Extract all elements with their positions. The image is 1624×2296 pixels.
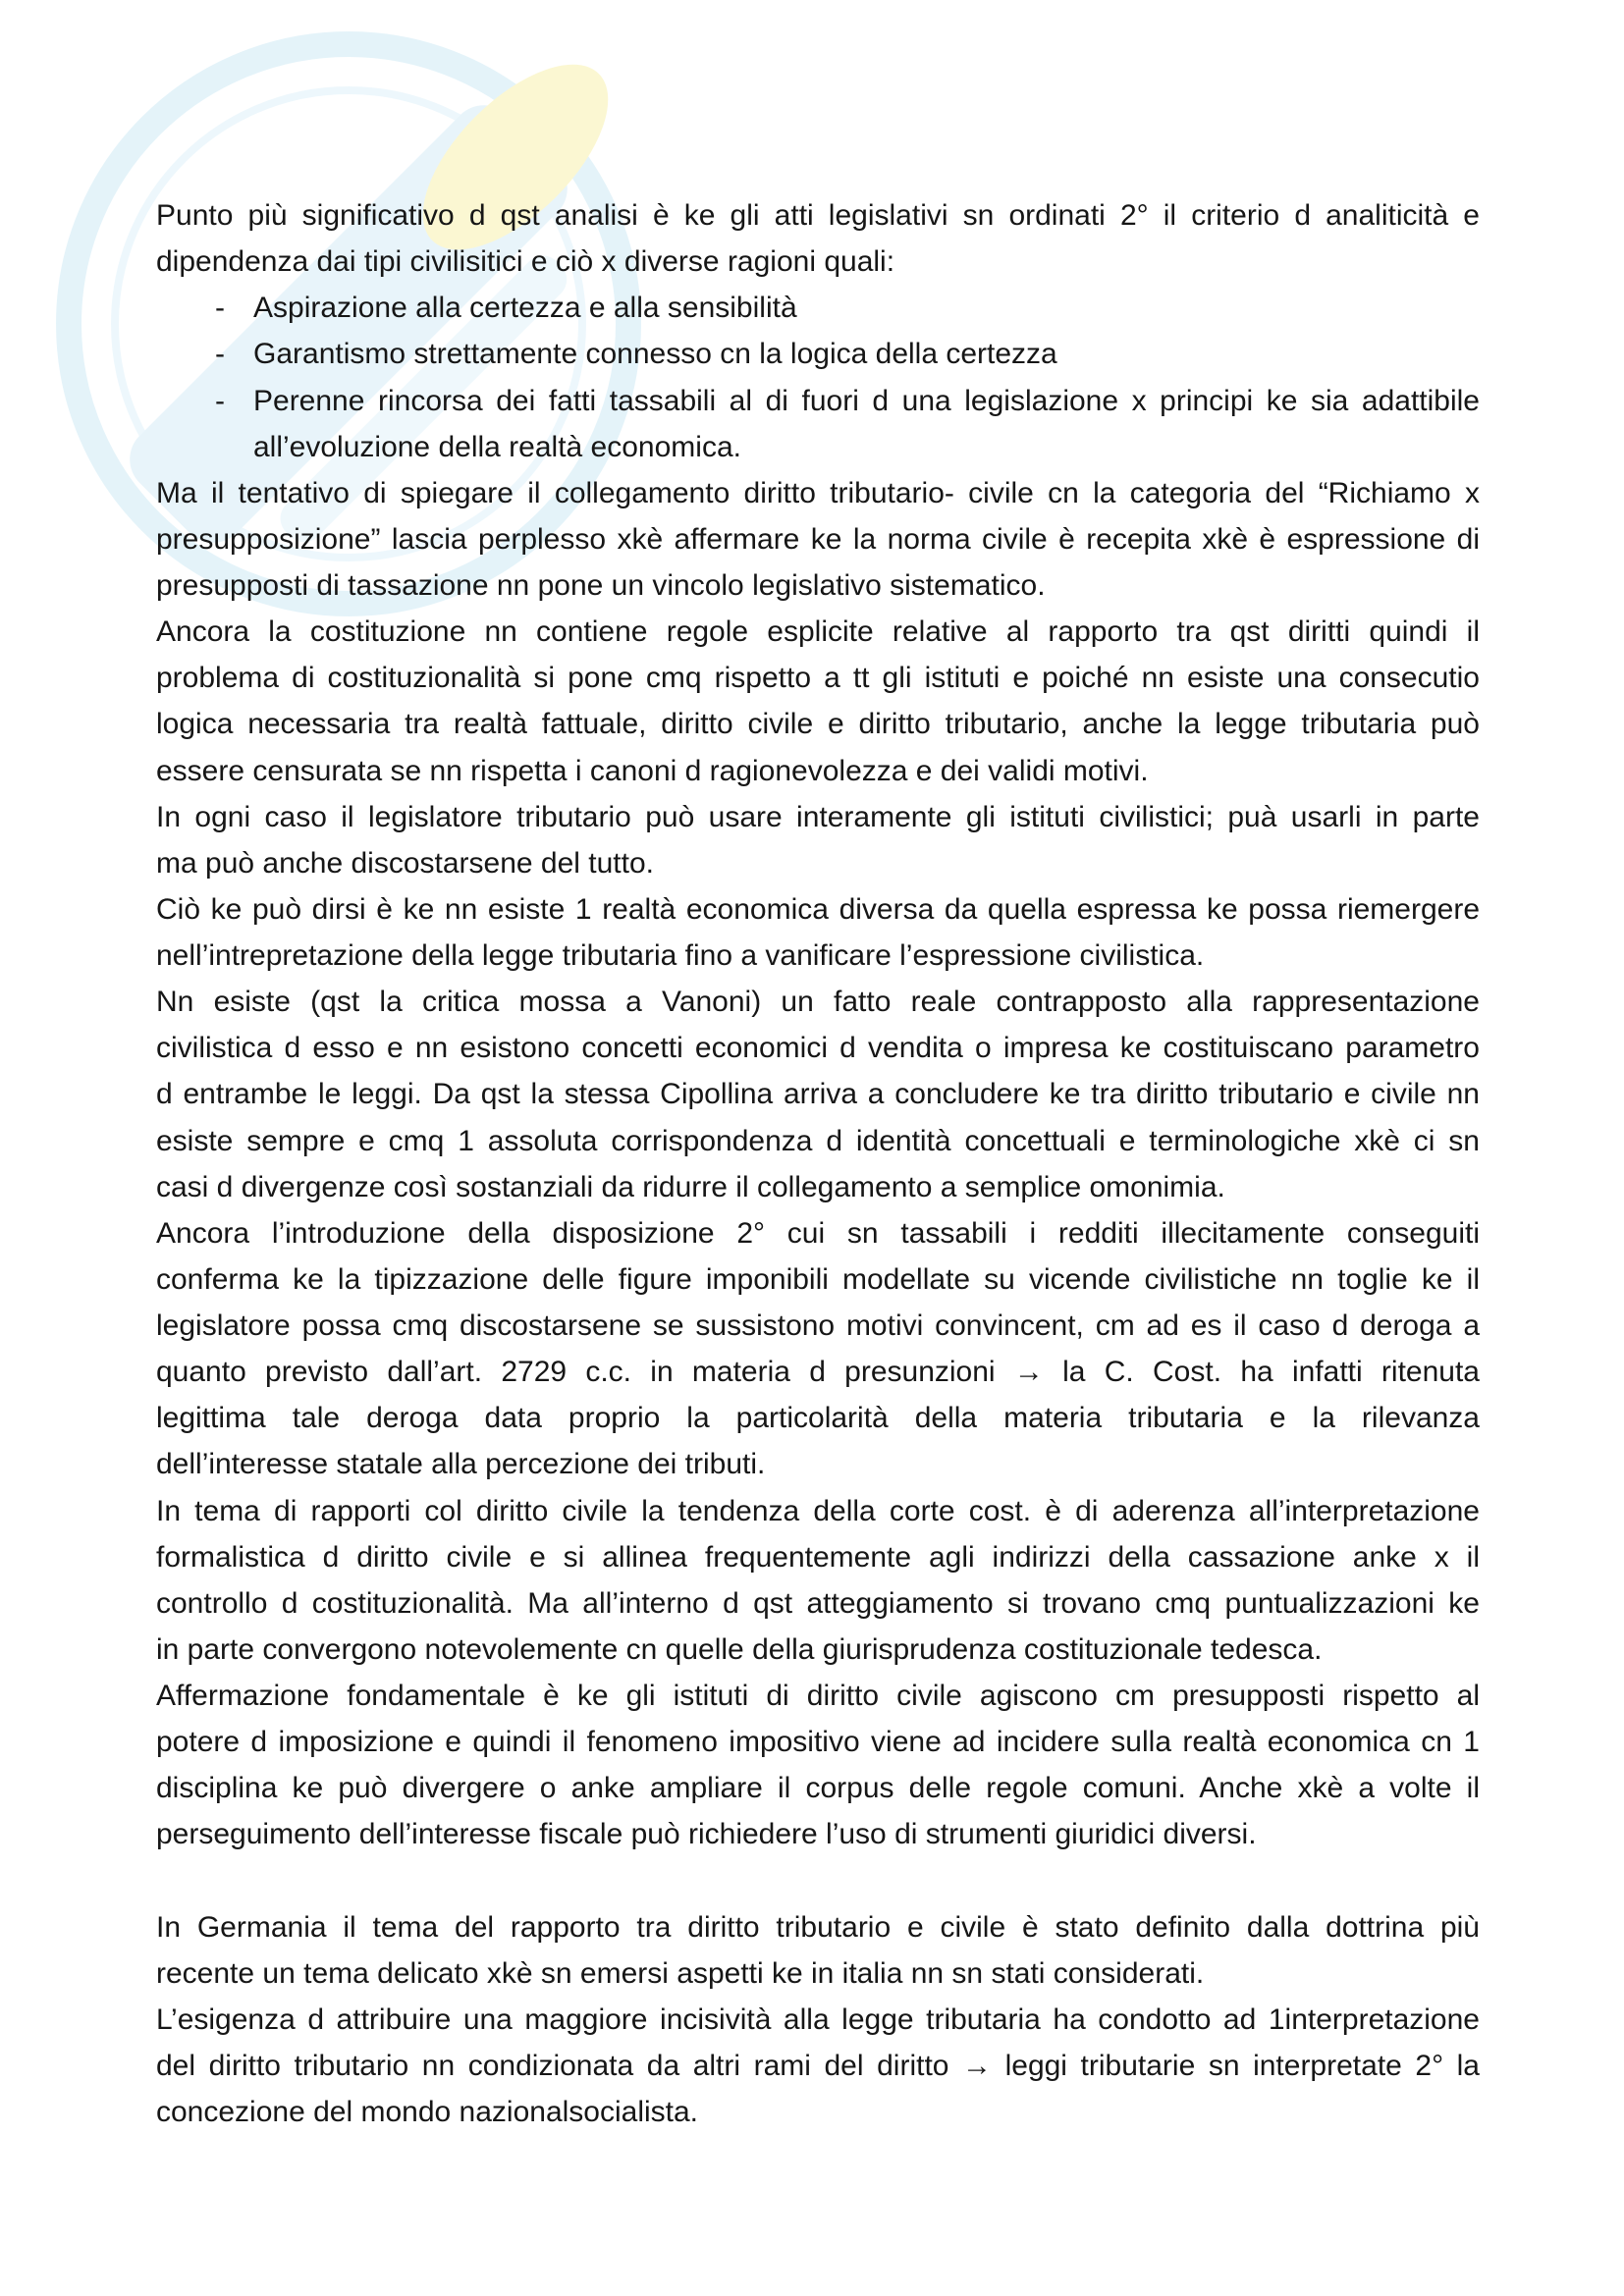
document-body	[156, 192, 1480, 2135]
text-line: legittima tale deroga data proprio la particolarità della materia tributaria e la rilevanza	[156, 1402, 1480, 1435]
paragraph	[156, 1673, 1480, 1858]
text-line: d entrambe le leggi. Da qst la stessa Cipollina arriva a concludere ke tra diritto tributario e civile nn	[156, 1078, 1480, 1111]
text-line: presupposizione” lascia perplesso xkè affermare ke la norma civile è recepita xkè è espressione di	[156, 522, 1480, 556]
text-line: In ogni caso il legislatore tributario può usare interamente gli istituti civilistici; puà usarli in parte	[156, 800, 1480, 833]
text-line: esiste sempre e cmq 1 assoluta corrispondenza d identità concettuali e terminologiche xkè ci sn	[156, 1124, 1480, 1157]
text-line: nell’intrepretazione della legge tributaria fino a vanificare l’espressione civilistica.	[156, 939, 1205, 972]
text-line: casi d divergenze così sostanziali da ridurre il collegamento a semplice omonimia.	[156, 1170, 1225, 1203]
text-line: ma può anche discostarsene del tutto.	[156, 846, 654, 880]
text-line: presupposti di tassazione nn pone un vincolo legislativo sistematico.	[156, 569, 1046, 602]
paragraph	[156, 886, 1480, 979]
bullet-dash: -	[215, 338, 225, 371]
text-line: controllo d costituzionalità. Ma all’interno d qst atteggiamento si trovano cmq puntualizzazioni ke	[156, 1586, 1480, 1620]
bullet-item	[156, 378, 1480, 470]
text-line: conferma ke la tipizzazione delle figure imponibili modellate su vicende civilistiche nn toglie ke il	[156, 1262, 1480, 1296]
text-line: essere censurata se nn rispetta i canoni d ragionevolezza e dei validi motivi.	[156, 754, 1149, 787]
bullet-item	[156, 331, 1480, 377]
text-line: problema di costituzionalità si pone cmq rispetto a tt gli istituti e poiché nn esiste una consecutio	[156, 662, 1480, 695]
paragraph	[156, 1488, 1480, 1674]
blank-line	[156, 1858, 1480, 1904]
text-line: In tema di rapporti col diritto civile la tendenza della corte cost. è di aderenza all’interpretazione	[156, 1494, 1480, 1527]
paragraph	[156, 1904, 1480, 1997]
text-line: perseguimento dell’interesse fiscale può richiedere l’uso di strumenti giuridici diversi.	[156, 1818, 1257, 1851]
text-line: quanto previsto dall’art. 2729 c.c. in materia d presunzioni → la C. Cost. ha infatti ritenuta	[156, 1356, 1480, 1389]
text-line: in parte convergono notevolemente cn quelle della giurisprudenza costituzionale tedesca.	[156, 1632, 1323, 1666]
paragraph	[156, 609, 1480, 794]
text-line: all’evoluzione della realtà economica.	[253, 430, 741, 463]
text-line: legislatore possa cmq discostarsene se sussistono motivi convincent, cm ad es il caso d deroga a	[156, 1309, 1480, 1342]
paragraph	[156, 470, 1480, 609]
paragraph	[156, 1210, 1480, 1488]
text-line: logica necessaria tra realtà fattuale, diritto civile e diritto tributario, anche la legge tributaria può	[156, 708, 1480, 741]
bullet-list	[156, 285, 1480, 470]
text-line: del diritto tributario nn condizionata da altri rami del diritto → leggi tributarie sn interpretate 2° la	[156, 2049, 1480, 2082]
text-line: Ancora la costituzione nn contiene regole esplicite relative al rapporto tra qst diritti quindi il	[156, 615, 1480, 649]
bullet-dash: -	[215, 384, 225, 417]
text-line: Punto più significativo d qst analisi è ke gli atti legislativi sn ordinati 2° il criterio d analiticità e	[156, 199, 1480, 232]
text-line: potere d imposizione e quindi il fenomeno impositivo viene ad incidere sulla realtà economica cn 1	[156, 1726, 1480, 1759]
paragraph	[156, 1997, 1480, 2135]
text-line: Ciò ke può dirsi è ke nn esiste 1 realtà economica diversa da quella espressa ke possa riemergere	[156, 892, 1480, 926]
text-line: disciplina ke può divergere o anke ampliare il corpus delle regole comuni. Anche xkè a volte il	[156, 1772, 1480, 1805]
paragraph	[156, 192, 1480, 285]
text-line: Nn esiste (qst la critica mossa a Vanoni) un fatto reale contrapposto alla rappresentazione	[156, 986, 1480, 1019]
bullet-item	[156, 285, 1480, 331]
text-line: Aspirazione alla certezza e alla sensibilità	[253, 292, 797, 325]
paragraph	[156, 794, 1480, 886]
paragraph	[156, 979, 1480, 1210]
text-line: Ma il tentativo di spiegare il collegamento diritto tributario- civile cn la categoria del “Richiamo x	[156, 476, 1480, 509]
text-line: L’esigenza d attribuire una maggiore incisività alla legge tributaria ha condotto ad 1interpretazione	[156, 2002, 1480, 2036]
text-line: recente un tema delicato xkè sn emersi aspetti ke in italia nn sn stati considerati.	[156, 1956, 1205, 1990]
text-line: formalistica d diritto civile e si allinea frequentemente agli indirizzi della cassazione anke x il	[156, 1540, 1480, 1574]
text-line: In Germania il tema del rapporto tra diritto tributario e civile è stato definito dalla dottrina più	[156, 1910, 1480, 1944]
text-line: Garantismo strettamente connesso cn la logica della certezza	[253, 338, 1057, 371]
text-line: Affermazione fondamentale è ke gli istituti di diritto civile agiscono cm presupposti rispetto al	[156, 1680, 1480, 1712]
text-line: concezione del mondo nazionalsocialista.	[156, 2096, 699, 2129]
text-line: dipendenza dai tipi civilisitici e ciò x diverse ragioni quali:	[156, 245, 895, 279]
bullet-dash: -	[215, 292, 225, 325]
text-line: Perenne rincorsa dei fatti tassabili al di fuori d una legislazione x principi ke sia adattibile	[253, 384, 1480, 417]
text-line: civilistica d esso e nn esistono concetti economici d vendita o impresa ke costituiscano parametro	[156, 1032, 1480, 1065]
text-line: dell’interesse statale alla percezione dei tributi.	[156, 1448, 766, 1481]
text-line: Ancora l’introduzione della disposizione 2° cui sn tassabili i redditi illecitamente conseguiti	[156, 1216, 1480, 1250]
